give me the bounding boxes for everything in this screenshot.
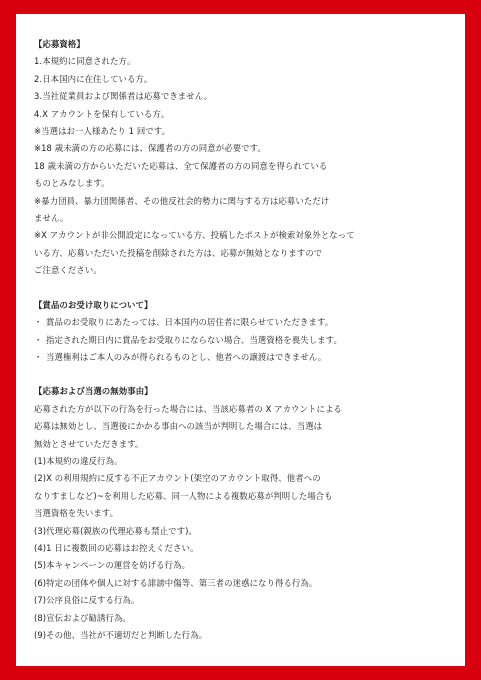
prize-bullet-item <box>34 349 454 366</box>
invalid-line: (8)宣伝および勧誘行為。 <box>34 612 131 623</box>
eligibility-line: 2.日本国内に在住している方。 <box>34 73 153 84</box>
bullet-marker: ・ <box>34 317 43 328</box>
invalid-line: 当選資格を失います。 <box>34 508 119 519</box>
eligibility-line: 3.当社従業員および関係者は応募できません。 <box>34 91 213 102</box>
document-page <box>16 14 465 666</box>
eligibility-line: ※X アカウントが非公開設定になっている方、投稿したポストが検索対象外となって <box>34 230 355 241</box>
eligibility-line: ものとみなします。 <box>34 178 110 189</box>
bullet-marker: ・ <box>34 351 43 362</box>
invalid-line: (4)1 日に複数回の応募はお控えください。 <box>34 542 199 553</box>
invalid-line: (7)公序良俗に反する行為。 <box>34 595 140 606</box>
invalid-line: 応募は無効とし、当選後にかかる事由への該当が判明した場合には、当選は <box>34 421 323 432</box>
prize-bullet-item <box>34 332 454 349</box>
invalid-line: (6)特定の団体や個人に対する誹謗中傷等、第三者の迷惑になり得る行為。 <box>34 577 318 588</box>
invalid-line: (3)代理応募(親族の代理応募も禁止です)。 <box>34 525 197 536</box>
prize-heading: 【賞品のお受け取りについて】 <box>34 299 153 310</box>
eligibility-line: ※暴力団員、暴力団関係者、その他反社会的勢力に関与する方は応募いただけ <box>34 195 330 206</box>
prize-bullet-text: 当選権利はご本人のみが得られるものとし、他者への譲渡はできません。 <box>46 351 327 362</box>
eligibility-line: 18 歳未満の方からいただいた応募は、全て保護者の方の同意を得られている <box>34 160 328 171</box>
prize-bullet-item <box>34 314 454 331</box>
invalid-line: (2)X の利用規約に反する不正アカウント(架空のアカウント取得、他者への <box>34 473 321 484</box>
eligibility-line: ※当選はお一人様あたり 1 回です。 <box>34 126 171 137</box>
invalid-line: 応募された方が以下の行為を行った場合には、当該応募者の X アカウントによる <box>34 403 342 414</box>
invalid-heading: 【応募および当選の無効事由】 <box>34 386 153 397</box>
eligibility-line: 1.本規約に同意された方。 <box>34 56 136 67</box>
section-spacer <box>34 366 454 383</box>
eligibility-line: ご注意ください。 <box>34 265 102 276</box>
invalid-line: (5)本キャンペーンの運営を妨げる行為。 <box>34 560 191 571</box>
invalid-line: なりすましなど)~を利用した応募、同一人物による複数応募が判明した場合も <box>34 490 333 501</box>
eligibility-line: 4.X アカウントを保有している方。 <box>34 108 170 119</box>
eligibility-line: ※18 歳未満の方の応募には、保護者の方の同意が必要です。 <box>34 143 266 154</box>
invalid-line: (1)本規約の違反行為。 <box>34 455 123 466</box>
terms-content <box>34 36 454 644</box>
prize-bullet-text: 賞品のお受取りにあたっては、日本国内の居住者に限らせていただきます。 <box>46 317 334 328</box>
invalid-line: (9)その他、当社が不適切だと判断した行為。 <box>34 630 208 640</box>
eligibility-heading: 【応募資格】 <box>34 39 85 49</box>
bullet-marker: ・ <box>34 334 43 345</box>
prize-bullet-text: 指定された期日内に賞品をお受取りにならない場合、当選資格を喪失します。 <box>46 334 342 345</box>
eligibility-line: いる方、応募いただいた投稿を削除された方は、応募が無効となりますので <box>34 247 323 258</box>
section-spacer <box>34 280 454 297</box>
eligibility-line: ません。 <box>34 213 69 224</box>
invalid-line: 無効とさせていただきます。 <box>34 438 144 449</box>
